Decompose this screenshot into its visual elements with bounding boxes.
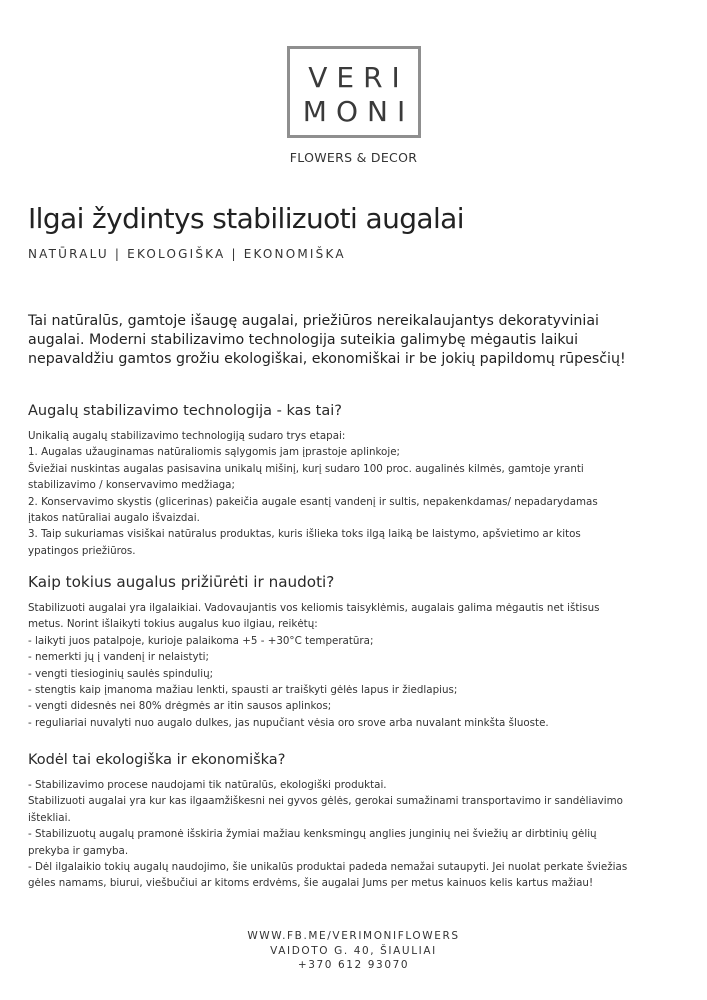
section-technology bbox=[28, 403, 688, 559]
section-body bbox=[28, 777, 688, 892]
section-body bbox=[28, 600, 688, 731]
section-heading: Kaip tokius augalus prižiūrėti ir naudoti? bbox=[28, 573, 335, 591]
body-line: 2. Konservavimo skystis (glicerinas) pakeičia augale esantį vandenį ir sultis, nepakenkdamas/ nepadarydamas bbox=[28, 495, 598, 508]
intro-paragraph bbox=[28, 312, 678, 369]
body-line: - Stabilizuotų augalų pramonė išskiria žymiai mažiau kenksmingų anglies junginių nei šviežių ar dirbtinių gėlių bbox=[28, 828, 597, 841]
body-line: įtakos natūraliai augalo išvaizdai. bbox=[28, 512, 200, 525]
body-line: - reguliariai nuvalyti nuo augalo dulkes, jas nupučiant vėsia oro srove arba nuvalant minkšta šluoste. bbox=[28, 716, 549, 729]
logo-line-1: VERI bbox=[308, 61, 409, 94]
logo-line-2: MONI bbox=[302, 95, 415, 128]
body-line: 1. Augalas užauginamas natūraliomis sąlygomis jam įprastoje aplinkoje; bbox=[28, 446, 401, 459]
section-ecology bbox=[28, 752, 688, 892]
section-heading: Augalų stabilizavimo technologija - kas tai? bbox=[28, 403, 342, 419]
body-line: gėles namams, biurui, viešbučiui ar kitoms erdvėms, šie augalai Jums per metus kainuos kelis kartus mažiau! bbox=[28, 877, 594, 890]
body-line: - Dėl ilgalaikio tokių augalų naudojimo, šie unikalūs produktai padeda nemažai sutaupyti. Jei nuolat perkate šviežias bbox=[28, 861, 628, 874]
page-title: Ilgai žydintys stabilizuoti augalai bbox=[28, 202, 464, 235]
footer-website: WWW.FB.ME/VERIMONIFLOWERS bbox=[247, 930, 460, 942]
page-subtitle: NATŪRALU | EKOLOGIŠKA | EKONOMIŠKA bbox=[28, 247, 346, 261]
body-line: metus. Norint išlaikyti tokius augalus kuo ilgiau, reikėtų: bbox=[28, 618, 318, 631]
footer-contacts bbox=[0, 929, 707, 973]
footer-phone: +370 612 93070 bbox=[297, 959, 410, 971]
body-line: prekyba ir gamyba. bbox=[28, 844, 129, 857]
body-line: 3. Taip sukuriamas visiškai natūralus produktas, kuris išlieka toks ilgą laiką be laistymo, apšvietimo ar kitos bbox=[28, 528, 581, 541]
footer-address: VAIDOTO G. 40, ŠIAULIAI bbox=[270, 944, 437, 957]
body-line: - nemerkti jų į vandenį ir nelaistyti; bbox=[28, 651, 209, 664]
logo-tagline: FLOWERS & DECOR bbox=[289, 150, 418, 165]
body-line: ištekliai. bbox=[28, 811, 71, 824]
intro-line: Tai natūralūs, gamtoje išaugę augalai, priežiūros nereikalaujantys dekoratyviniai bbox=[28, 313, 599, 329]
section-body bbox=[28, 428, 688, 559]
body-line: Šviežiai nuskintas augalas pasisavina unikalų mišinį, kurį sudaro 100 proc. augalinės kilmės, gamtoje yranti bbox=[28, 462, 584, 475]
body-line: Stabilizuoti augalai yra ilgalaikiai. Vadovaujantis vos keliomis taisyklėmis, augalais galima mėgautis net ištisus bbox=[28, 602, 600, 614]
body-line: Unikalią augalų stabilizavimo technologiją sudaro trys etapai: bbox=[28, 430, 346, 442]
intro-line: augalai. Moderni stabilizavimo technologija suteikia galimybę mėgautis laikui bbox=[28, 332, 579, 348]
body-line: - laikyti juos patalpoje, kurioje palaikoma +5 - +30°C temperatūra; bbox=[28, 634, 374, 647]
body-line: Stabilizuoti augalai yra kur kas ilgaamžiškesni nei gyvos gėlės, gerokai sumažinami transportavimo ir sandėliavimo bbox=[28, 795, 623, 808]
section-heading: Kodėl tai ekologiška ir ekonomiška? bbox=[28, 752, 286, 768]
logo bbox=[287, 46, 421, 138]
body-line: stabilizavimo / konservavimo medžiaga; bbox=[28, 479, 235, 492]
body-line: - stengtis kaip įmanoma mažiau lenkti, spausti ar traiškyti gėlės lapus ir žiedlapius; bbox=[28, 684, 458, 697]
body-line: - Stabilizavimo procese naudojami tik natūralūs, ekologiški produktai. bbox=[28, 779, 387, 791]
intro-line: nepavaldžiu gamtos grožiu ekologiškai, ekonomiškai ir be jokių papildomų rūpesčių! bbox=[28, 351, 626, 367]
body-line: - vengti didesnės nei 80% drėgmės ar itin sausos aplinkos; bbox=[28, 700, 332, 713]
section-care bbox=[28, 573, 688, 731]
body-line: - vengti tiesioginių saulės spindulių; bbox=[28, 667, 214, 680]
body-line: ypatingos priežiūros. bbox=[28, 544, 136, 557]
